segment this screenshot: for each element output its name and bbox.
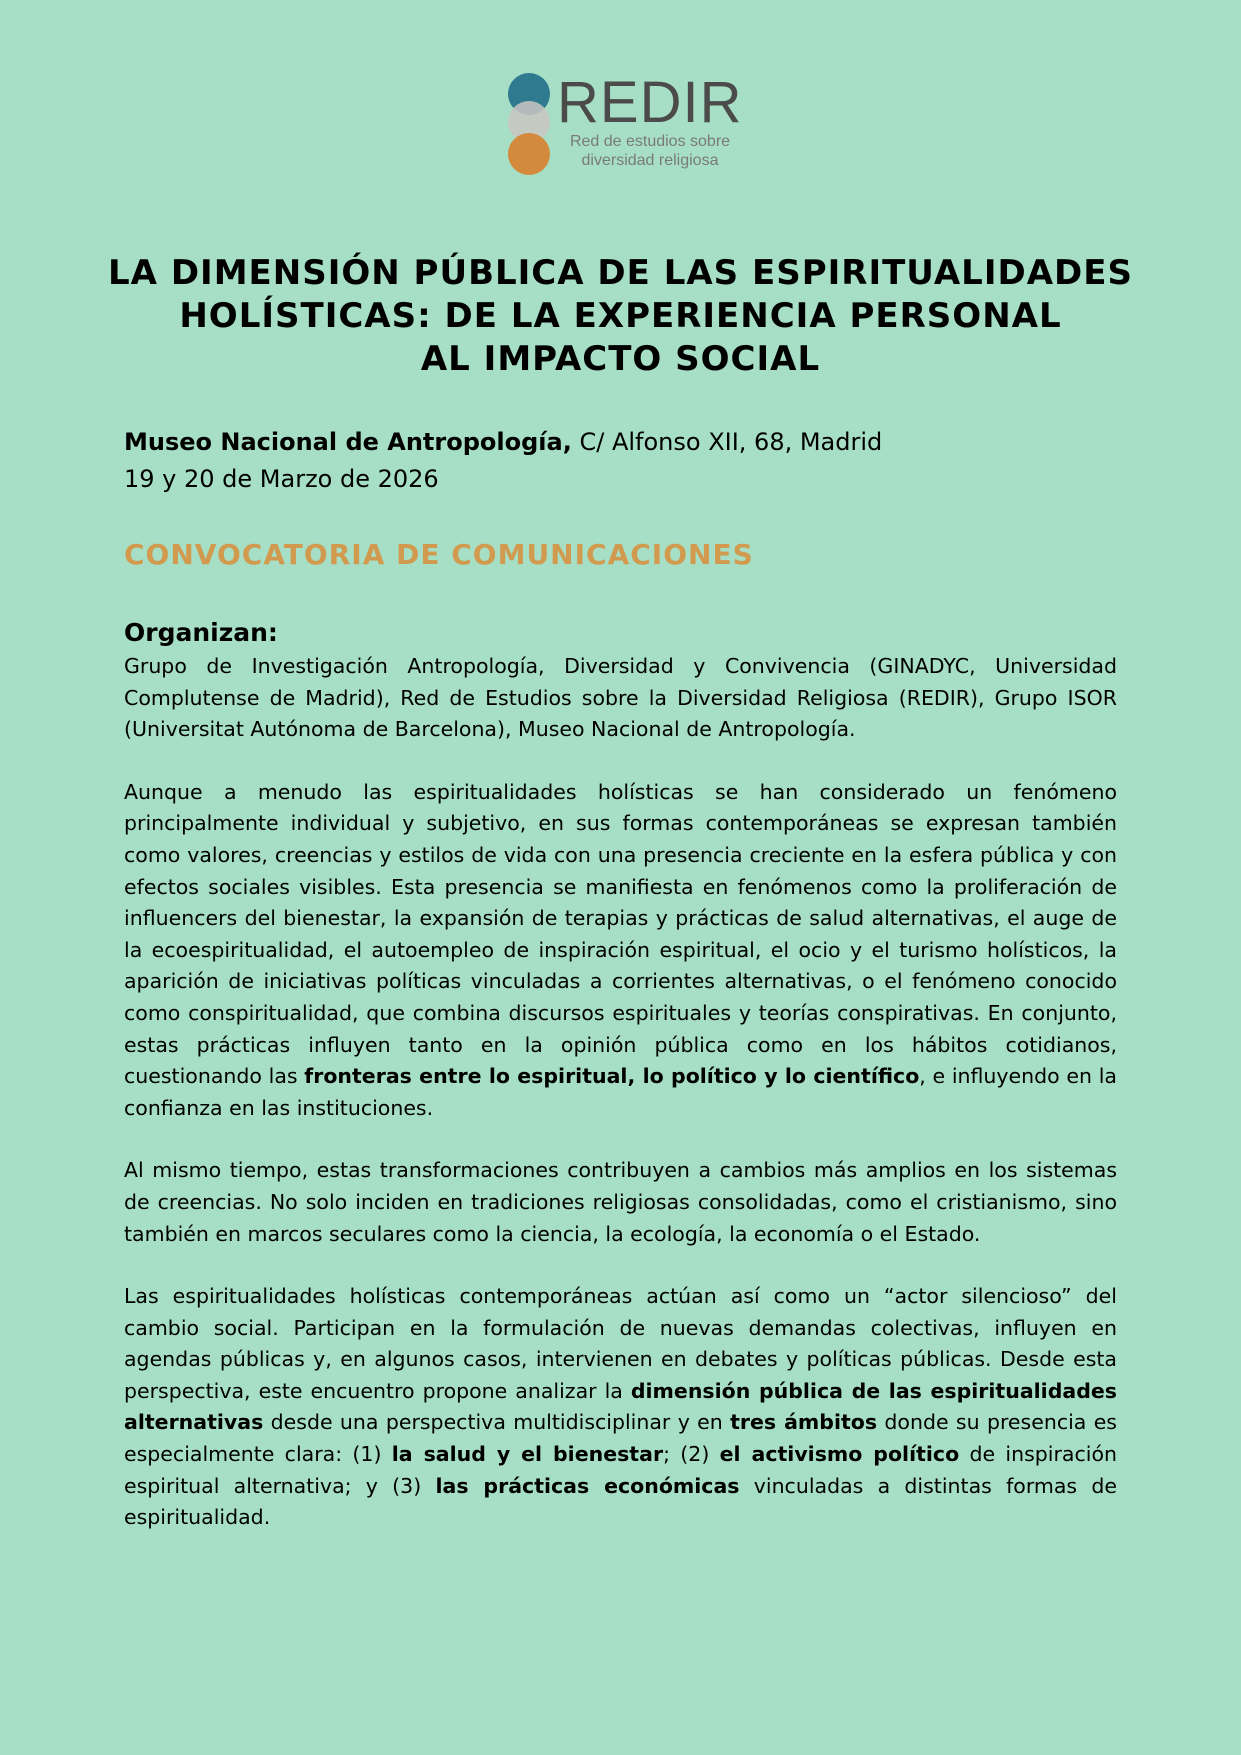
p3-text-d: ; (2) [663,1442,720,1467]
venue-block [124,424,882,498]
logo-subtitle-line2: diversidad religiosa [581,152,719,169]
p3-bold-d: el activismo político [719,1442,960,1467]
organizers-text: Grupo de Investigación Antropología, Diversidad y Convivencia (GINADYC, Universidad Complutense de Madrid), Red de Estudios sobre la Diversidad Religiosa (REDIR), Grupo ISOR (Universitat Autónoma de Barcelona), Museo Nacional de Antropología. [124,654,1117,742]
logo-wordmark: REDIR [557,70,743,135]
p3-text-c: donde su presencia es especialmente clara: (1) [124,1410,1117,1467]
p3-bold-c: la salud y el bienestar [391,1442,664,1467]
paragraph-3 [124,1281,1117,1534]
p3-text-e: de inspiración espiritual alternativa; y (3) [124,1442,1117,1498]
p3-text-b: desde una perspectiva multidisciplinar y en [263,1410,731,1435]
p1-text-b: , e influyendo en la confianza en las instituciones. [124,1064,1117,1120]
p1-bold-a: fronteras entre lo espiritual, lo político y lo científico [304,1064,920,1089]
logo-subtitle-line1: Red de estudios sobre [569,133,731,150]
call-for-papers-heading: CONVOCATORIA DE COMUNICACIONES [124,538,754,571]
paragraph-1 [124,777,1117,1125]
document-title [90,252,1151,381]
p3-text-a: Las espiritualidades holísticas contemporáneas actúan así como un “actor silencioso” del cambio social. Participan en la formulación de nuevas demandas colectivas, influyen en agendas públicas y, en algunos casos, intervienen en debates y políticas públicas. Desde esta perspectiva, este encuentro propone analizar la [124,1284,1117,1403]
event-dates: 19 y 20 de Marzo de 2026 [124,465,439,493]
p3-text-f: vinculadas a distintas formas de espiritualidad. [124,1473,1117,1530]
p3-bold-b: tres ámbitos [730,1410,878,1435]
title-line-2: HOLÍSTICAS: DE LA EXPERIENCIA PERSONAL [179,296,1062,336]
venue-location [124,424,882,461]
venue-name: Museo Nacional de Antropología, [124,428,572,456]
p1-text-a: Aunque a menudo las espiritualidades holísticas se han considerado un fenómeno principalmente individual y subjetivo, en sus formas contemporáneas se expresan también como valores, creencias y estilos de vida con una presencia creciente en la esfera pública y con efectos sociales visibles. Esta presencia se manifiesta en fenómenos como la proliferación de influencers del bienestar, la expansión de terapias y prácticas de salud alternativas, el auge de la ecoespiritualidad, el autoempleo de inspiración espiritual, el ocio y el turismo holísticos, la aparición de iniciativas políticas vinculadas a corrientes alternativas, o el fenómeno conocido como conspiritualidad, que combina discursos espirituales y teorías conspirativas. En conjunto, estas prácticas influyen tanto en la opinión pública como en los hábitos cotidianos, cuestionando las [124,779,1117,1089]
p3-bold-a: dimensión pública de las espiritualidades alternativas [124,1378,1118,1435]
redir-logo [505,72,745,182]
organizers-heading: Organizan: [124,618,278,647]
logo-circles-icon [505,72,553,182]
paragraph-2: Al mismo tiempo, estas transformaciones contribuyen a cambios más amplios en los sistemas de creencias. No solo inciden en tradiciones religiosas consolidadas, como el cristianismo, sino también en marcos seculares como la ciencia, la ecología, la economía o el Estado. [124,1158,1117,1246]
logo-circle-bottom [508,133,550,175]
title-line-3: AL IMPACTO SOCIAL [420,339,821,379]
document-body [124,616,1117,1565]
title-line-1: LA DIMENSIÓN PÚBLICA DE LAS ESPIRITUALIDADES [108,253,1133,293]
venue-address: C/ Alfonso XII, 68, Madrid [571,428,883,456]
p3-bold-e: las prácticas económicas [435,1473,740,1498]
logo-subtitle [557,132,743,170]
